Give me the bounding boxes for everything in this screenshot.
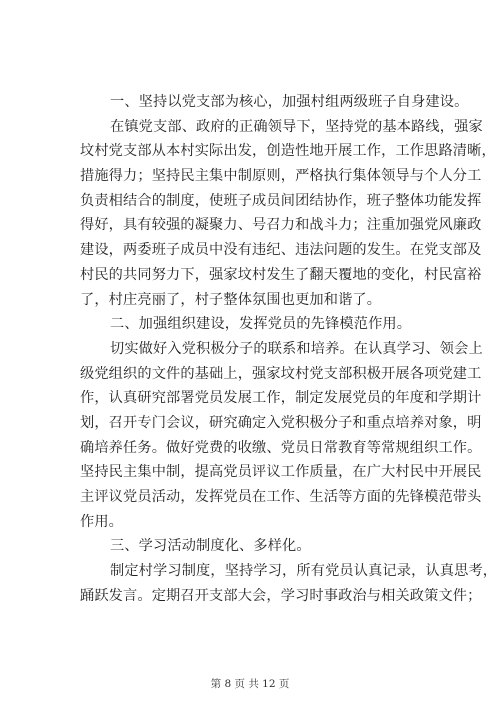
text-line: 制定村学习制度，坚持学习，所有党员认真记录，认真思考， [110,563,498,580]
text-line: 切实做好入党积极分子的联系和培养。在认真学习、领会上 [110,340,483,357]
text-line: 了，村庄亮丽了，村子整体氛围也更加和谐了。 [80,291,382,308]
text-line: 二、加强组织建设，发挥党员的先锋模范作用。 [110,316,412,333]
text-line: 建设，两委班子成员中没有违纪、违法问题的发生。在党支部及 [80,242,482,259]
text-line: 坟村党支部从本村实际出发，创造性地开展工作，工作思路清晰， [80,143,496,160]
document-body [80,90,498,608]
text-line: 作用。 [80,513,124,530]
page-number-footer: 第 8 页 共 12 页 [210,678,290,690]
text-line: 村民的共同努力下，强家坟村发生了翻天覆地的变化，村民富裕 [80,266,482,283]
text-line: 级党组织的文件的基础上，强家坟村党支部积极开展各项党建工 [80,365,482,382]
text-line: 负责相结合的制度，使班子成员间团结协作，班子整体功能发挥 [80,192,482,209]
text-line: 坚持民主集中制，提高党员评议工作质量，在广大村民中开展民 [80,464,482,481]
text-line: 在镇党支部、政府的正确领导下，坚持党的基本路线，强家 [110,118,483,135]
text-line: 划，召开专门会议，研究确定入党积极分子和重点培养对象，明 [80,414,482,431]
text-line: 一、坚持以党支部为核心，加强村组两级班子自身建设。 [110,94,469,110]
text-line: 踊跃发言。定期召开支部大会，学习时事政治与相关政策文件； [80,587,482,604]
text-line: 得好，具有较强的凝聚力、号召力和战斗力；注重加强党风廉政 [80,217,482,234]
text-line: 确培养任务。做好党费的收缴、党员日常教育等常规组织工作。 [80,439,482,456]
text-line: 作，认真研究部署党员发展工作，制定发展党员的年度和学期计 [80,390,482,407]
text-line: 主评议党员活动，发挥党员在工作、生活等方面的先锋模范带头 [80,489,482,505]
text-line: 措施得力；坚持民主集中制原则，严格执行集体领导与个人分工 [80,168,482,185]
text-line: 三、学习活动制度化、多样化。 [110,538,311,555]
